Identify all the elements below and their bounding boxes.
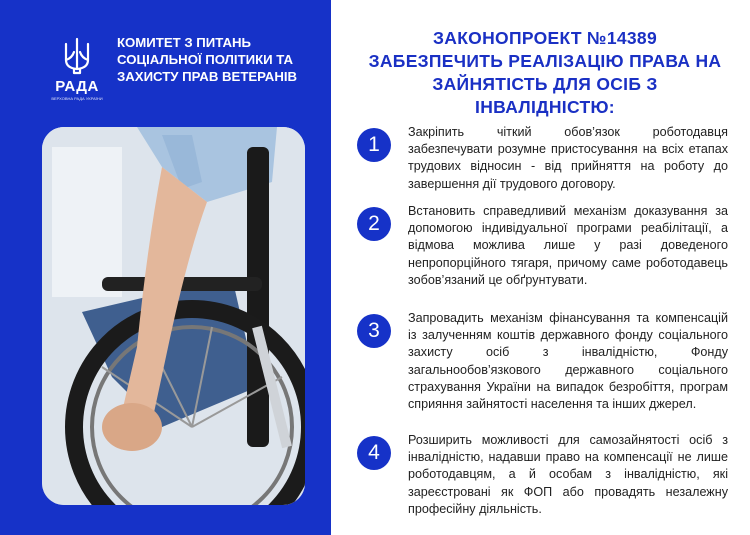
rada-logo	[48, 36, 106, 122]
logo-subtitle: ВЕРХОВНА РАДА УКРАЇНИ	[51, 96, 103, 101]
committee-name: КОМИТЕТ З ПИТАНЬ СОЦІАЛЬНОЇ ПОЛІТИКИ ТА ЗАХИСТУ ПРАВ ВЕТЕРАНІВ	[117, 35, 298, 84]
item-text: Закріпить чіткий обов’язок роботодавця забезпечувати розумне пристосування на всіх етапах трудових відносин - від прийняття на роботу до завершення дії трудового договору.	[408, 125, 728, 191]
wheelchair-illustration	[42, 127, 305, 505]
number-badge: 4	[357, 436, 391, 470]
number-badge: 1	[357, 128, 391, 162]
left-panel	[0, 0, 331, 535]
logo-word: РАДА	[55, 78, 99, 95]
number-badge: 2	[357, 207, 391, 241]
wheelchair-photo	[42, 127, 305, 505]
number-badge: 3	[357, 314, 391, 348]
item-text: Запровадить механізм фінансування та компенсацій із залученням коштів державного фонду соціального захисту осіб з інвалідністю, Фонду загальнообов’язкового державного соціального страхування України на випадок безробіття, програм сприяння зайнятості населення та інших джерел.	[408, 311, 728, 412]
item-text: Розширить можливості для самозайнятості осіб з інвалідністю, надавши право на компенсації не лише роботодавцям, а й особам з інвалідністю, які зареєстровані як ФОП або провадять незалежну професійну діяльність.	[408, 433, 728, 516]
page-title: ЗАКОНОПРОЕКТ №14389 ЗАБЕЗПЕЧИТЬ РЕАЛІЗАЦІЮ ПРАВА НА ЗАЙНЯТІСТЬ ДЛЯ ОСІБ З ІНВАЛІДНІСТЮ:	[368, 28, 722, 117]
trident-icon	[62, 36, 92, 76]
item-text: Встановить справедливий механізм доказування за допомогою індивідуальної програми реабілітації, а відмова можлива лише у разі доведеного непропорційного тягаря, причому саме роботодавець зобов’язаний це обґрунтувати.	[408, 204, 728, 287]
